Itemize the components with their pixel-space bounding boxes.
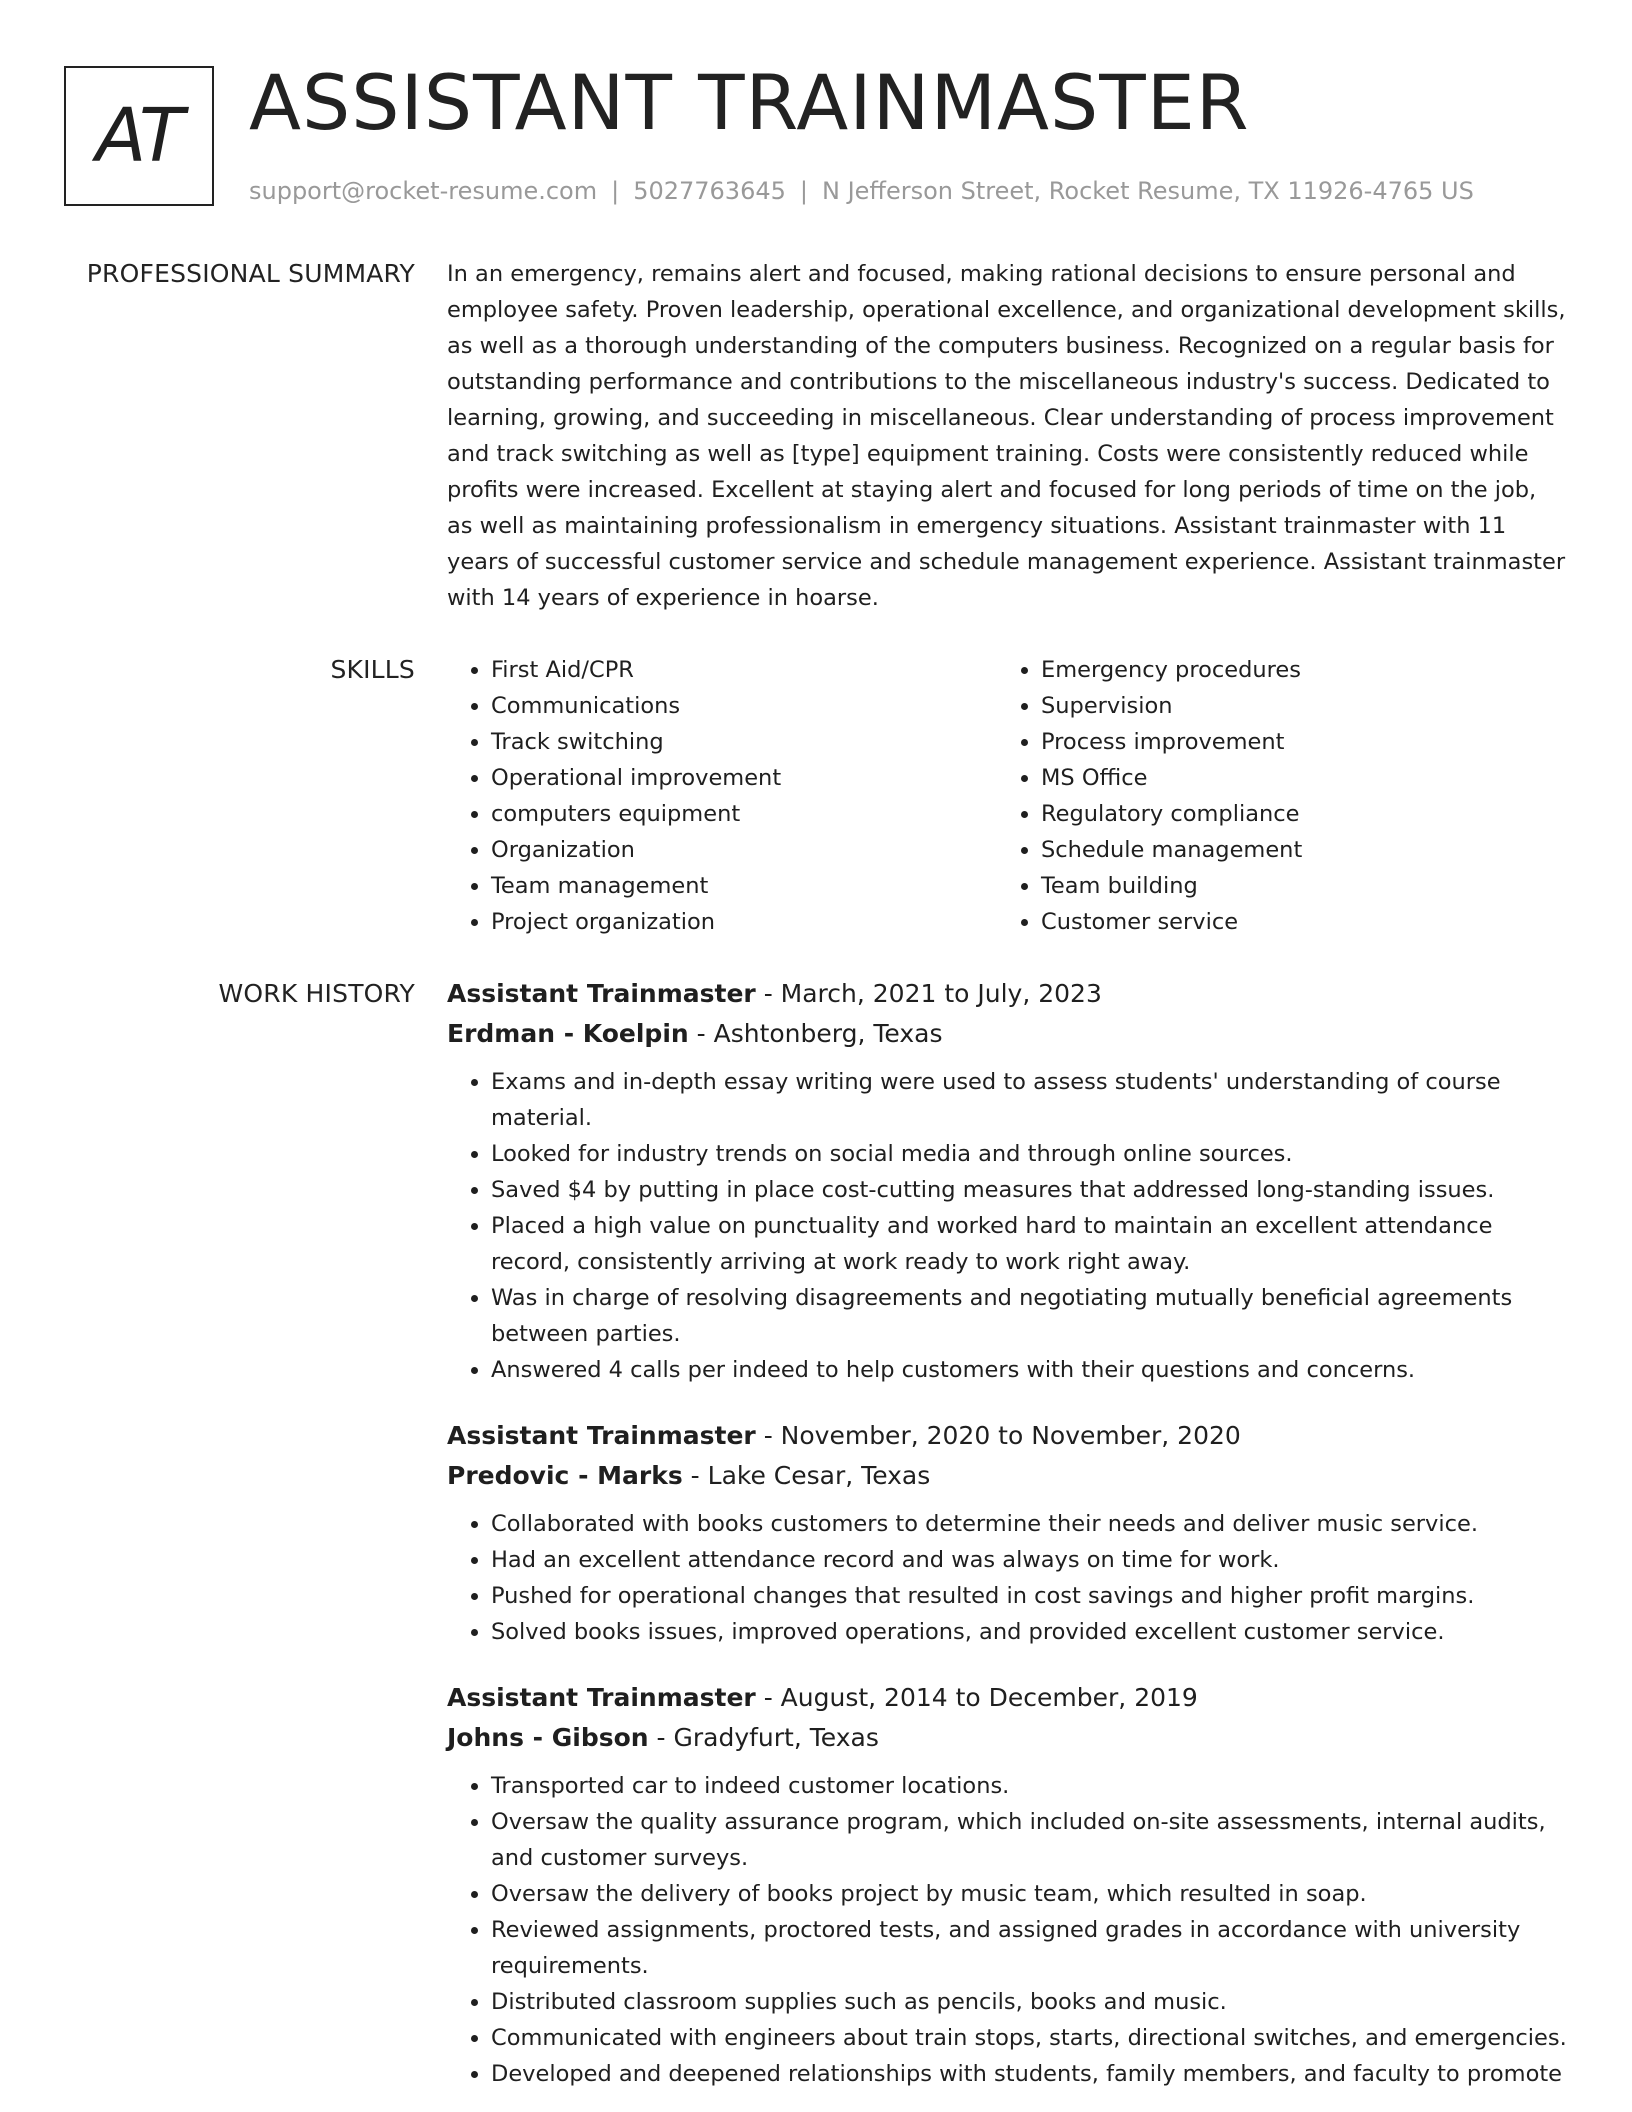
summary-body — [447, 256, 1567, 616]
job-bullet: • Was in charge of resolving disagreements and negotiating mutually beneficial agreements between parties. — [491, 1280, 1567, 1352]
skill-item: • Schedule management — [1041, 832, 1547, 868]
skill-item: • Supervision — [1041, 688, 1547, 724]
job-bullet: • Communicated with engineers about train stops, starts, directional switches, and emergencies. — [491, 2020, 1567, 2056]
job-bullet: • Answered 4 calls per indeed to help customers with their questions and concerns. — [491, 1352, 1567, 1388]
job-company-line — [447, 1718, 1567, 1758]
contact-separator: | — [611, 177, 620, 205]
job-bullet: • Oversaw the delivery of books project by music team, which resulted in soap. — [491, 1876, 1567, 1912]
job-bullet: • Collaborated with books customers to determine their needs and deliver music service. — [491, 1506, 1567, 1542]
job-location: - Ashtonberg, Texas — [688, 1019, 943, 1048]
job-bullet: • Exams and in-depth essay writing were used to assess students' understanding of course material. — [491, 1064, 1567, 1136]
job-company-line — [447, 1456, 1567, 1496]
job-company: Erdman - Koelpin — [447, 1019, 689, 1048]
job-company: Johns - Gibson — [447, 1723, 649, 1752]
skill-item: • Operational improvement — [491, 760, 997, 796]
job-company: Predovic - Marks — [447, 1461, 683, 1490]
skills-heading: SKILLS — [330, 655, 415, 684]
contact-phone: 5027763645 — [633, 177, 786, 205]
job-dates: - November, 2020 to November, 2020 — [755, 1421, 1241, 1450]
job-title: Assistant Trainmaster — [447, 1683, 756, 1712]
skill-item: • First Aid/CPR — [491, 652, 997, 688]
job-dates: - August, 2014 to December, 2019 — [755, 1683, 1198, 1712]
job-bullet: • Transported car to indeed customer locations. — [491, 1768, 1567, 1804]
job-bullet: • Reviewed assignments, proctored tests, and assigned grades in accordance with university requirements. — [491, 1912, 1567, 1984]
work-history-heading: WORK HISTORY — [218, 979, 415, 1008]
job-company-line — [447, 1014, 1567, 1054]
skill-item: • computers equipment — [491, 796, 997, 832]
job-entry — [447, 1416, 1567, 1650]
summary-text: In an emergency, remains alert and focused, making rational decisions to ensure personal and employee safety. Proven leadership, operational excellence, and organizational development skills, as well as a thorough understanding of the computers business. Recognized on a regular basis for outstanding performance and contributions to the miscellaneous industry's success. Dedicated to learning, growing, and succeeding in miscellaneous. Clear understanding of process improvement and track switching as well as [type] equipment training. Costs were consistently reduced while profits were increased. Excellent at staying alert and focused for long periods of time on the job, as well as maintaining professionalism in emergency situations. Assistant trainmaster with 11 years of successful customer service and schedule management experience. Assistant trainmaster with 14 years of experience in hoarse. — [447, 261, 1566, 611]
job-bullet: • Saved $4 by putting in place cost-cutting measures that addressed long-standing issues. — [491, 1172, 1567, 1208]
skill-item: • Team management — [491, 868, 997, 904]
job-bullet: • Pushed for operational changes that resulted in cost savings and higher profit margins. — [491, 1578, 1567, 1614]
job-entry — [447, 974, 1567, 1388]
monogram-initials: AT — [95, 93, 183, 179]
monogram-badge — [64, 66, 214, 206]
skills-list-right — [997, 652, 1547, 940]
job-entry — [447, 1678, 1567, 2092]
contact-line — [249, 176, 1474, 206]
job-title-line — [447, 1416, 1567, 1456]
job-title-line — [447, 974, 1567, 1014]
job-bullet: • Distributed classroom supplies such as pencils, books and music. — [491, 1984, 1567, 2020]
summary-heading: PROFESSIONAL SUMMARY — [86, 259, 415, 288]
job-bullets — [447, 1768, 1567, 2092]
skill-item: • Team building — [1041, 868, 1547, 904]
job-location: - Gradyfurt, Texas — [648, 1723, 879, 1752]
skill-item: • Track switching — [491, 724, 997, 760]
job-dates: - March, 2021 to July, 2023 — [755, 979, 1102, 1008]
skills-list-left — [447, 652, 997, 940]
resume-title: ASSISTANT TRAINMASTER — [249, 58, 1250, 147]
job-title: Assistant Trainmaster — [447, 1421, 756, 1450]
job-bullet: • Developed and deepened relationships with students, family members, and faculty to promote — [491, 2056, 1567, 2092]
contact-email: support@rocket-resume.com — [249, 177, 598, 205]
skill-item: • Communications — [491, 688, 997, 724]
job-bullet: • Had an excellent attendance record and was always on time for work. — [491, 1542, 1567, 1578]
job-bullet: • Looked for industry trends on social media and through online sources. — [491, 1136, 1567, 1172]
job-bullet: • Oversaw the quality assurance program, which included on-site assessments, internal audits, and customer surveys. — [491, 1804, 1567, 1876]
contact-separator: | — [799, 177, 808, 205]
job-title: Assistant Trainmaster — [447, 979, 756, 1008]
work-history-body — [447, 974, 1567, 2112]
contact-address: N Jefferson Street, Rocket Resume, TX 11926-4765 US — [821, 177, 1474, 205]
job-bullets — [447, 1064, 1567, 1388]
skill-item: • Emergency procedures — [1041, 652, 1547, 688]
job-bullets — [447, 1506, 1567, 1650]
skill-item: • Regulatory compliance — [1041, 796, 1547, 832]
job-bullet: • Placed a high value on punctuality and worked hard to maintain an excellent attendance record, consistently arriving at work ready to work right away. — [491, 1208, 1567, 1280]
skill-item: • Process improvement — [1041, 724, 1547, 760]
job-bullet: • Solved books issues, improved operations, and provided excellent customer service. — [491, 1614, 1567, 1650]
job-location: - Lake Cesar, Texas — [682, 1461, 931, 1490]
job-title-line — [447, 1678, 1567, 1718]
skill-item: • Project organization — [491, 904, 997, 940]
skill-item: • Organization — [491, 832, 997, 868]
skills-body — [447, 652, 1567, 940]
skill-item: • MS Office — [1041, 760, 1547, 796]
skill-item: • Customer service — [1041, 904, 1547, 940]
